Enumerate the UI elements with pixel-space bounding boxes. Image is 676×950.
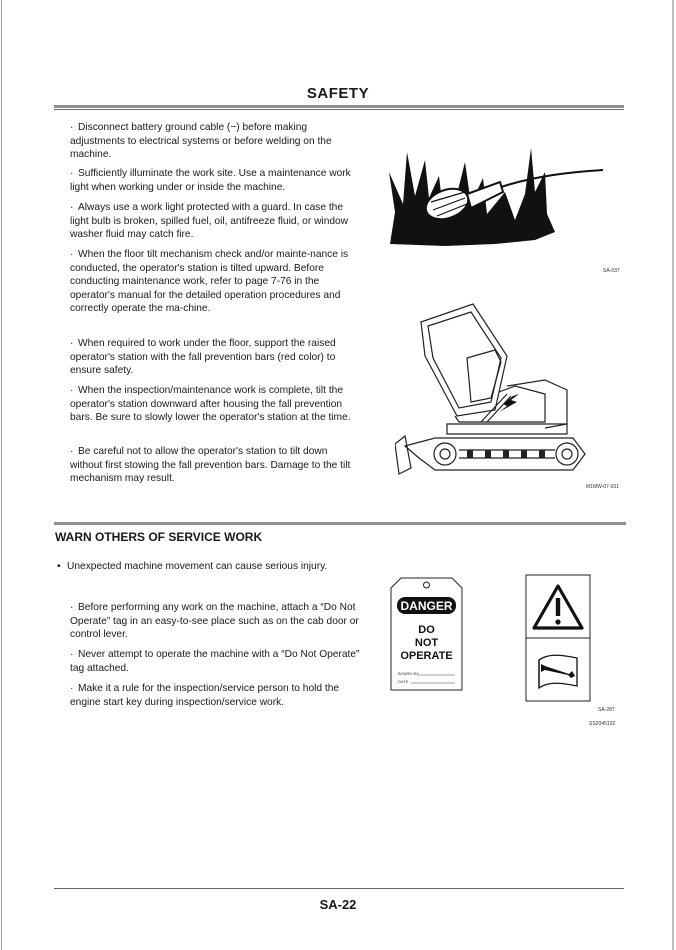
page-title: SAFETY [306,85,370,102]
safety-item-text: Be careful not to allow the operator's station to tilt down without first stowing the fall prevention bars. Damage to the tilt mechanism may result. [70,446,351,484]
safety-item-text: When required to work under the floor, support the raised operator's station with the fall prevention bars (red color) to ensure safety. [70,338,336,376]
footer-rule [54,888,624,889]
work-light-fire-illustration [385,132,610,252]
figure-code-label: M1MW-07-031 [586,484,619,490]
safety-item-text: Disconnect battery ground cable (−) before making adjustments to electrical systems or before welding on the machine. [70,122,332,160]
tag-danger-text: DANGER [400,599,453,613]
safety-item-text: When the floor tilt mechanism check and/or mainte-nance is conducted, the operator's station is tilted upward. Before conducting maintenance work, refer to page 7-76 in the operator's manual for the detailed operation procedures and correctly operate the ma-chine. [70,249,349,314]
warning-sign-panel [525,574,591,702]
safety-item-text: Sufficiently illuminate the work site. Use a maintenance work light when working under or inside the machine. [70,168,351,193]
page-frame-left [1,0,2,950]
safety-item: · Disconnect battery ground cable (−) before making adjustments to electrical systems or before welding on the machine. [70,122,332,160]
excavator-tilt-illustration [395,298,590,480]
section-rule [54,522,626,525]
safety-item: · When the inspection/maintenance work is complete, tilt the operator's station downward after housing the fall prevention bars. Be sure to slowly lower the operator's station at the time. [70,385,351,423]
warn-lead-text: Unexpected machine movement can cause serious injury. [67,561,328,572]
safety-item: · When required to work under the floor, support the raised operator's station with the fall prevention bars (red color) to ensure safety. [70,338,336,376]
warn-item: · Make it a rule for the inspection/service person to hold the engine start key during inspection/service work. [70,683,340,708]
do-not-operate-tag [389,576,464,692]
page-number: SA-22 [319,897,357,912]
tag-not-text: NOT [414,637,439,649]
page-frame-right [672,0,674,950]
safety-item: · Always use a work light protected with a guard. In case the light bulb is broken, spilled fuel, oil, antifreeze fluid, or window washer fluid may catch fire. [70,202,349,240]
safety-item-text: When the inspection/maintenance work is complete, tilt the operator's station downward after housing the fall prevention bars. Be sure to slowly lower the operator's station at the time. [70,385,351,423]
warn-lead: • Unexpected machine movement can cause serious injury. [57,560,347,574]
warn-item: · Never attempt to operate the machine with a “Do Not Operate” tag attached. [70,649,360,674]
warn-item-text: Before performing any work on the machine, attach a “Do Not Operate” tag in an easy-to-see place such as on the cab door or control lever. [70,602,359,640]
safety-item: · Be careful not to allow the operator's station to tilt down without first stowing the fall prevention bars. Damage to the tilt mechanism may result. [70,446,351,484]
figure-code-label: SA-287 [598,707,615,713]
header-rule [54,105,624,108]
warn-item: · Before performing any work on the machine, attach a “Do Not Operate” tag in an easy-to-see place such as on the cab door or control lever. [70,602,359,640]
section-title: WARN OTHERS OF SERVICE WORK [55,530,263,544]
tag-operate-text: OPERATE [400,650,453,662]
safety-item-text: Always use a work light protected with a guard. In case the light bulb is broken, spilled fuel, oil, antifreeze fluid, or window washer fluid may catch fire. [70,202,349,240]
safety-item: · When the floor tilt mechanism check and/or mainte-nance is conducted, the operator's station is tilted upward. Before conducting maintenance work, refer to page 7-76 in the operator's manual for the detailed operation procedures and correctly operate the ma-chine. [70,249,349,314]
warn-item-text: Never attempt to operate the machine with a “Do Not Operate” tag attached. [70,649,360,674]
tag-line1-label: BOARD BY [398,671,419,676]
header-rule-thin [54,109,624,110]
tag-do-text: DO [418,624,435,636]
figure-code-label: SS2045102 [589,721,616,727]
tag-line2-label: DATE [398,679,409,684]
safety-item: · Sufficiently illuminate the work site. Use a maintenance work light when working under or inside the machine. [70,168,351,193]
warn-item-text: Make it a rule for the inspection/service person to hold the engine start key during inspection/service work. [70,683,340,708]
figure-code-label: SA-037 [603,268,620,274]
